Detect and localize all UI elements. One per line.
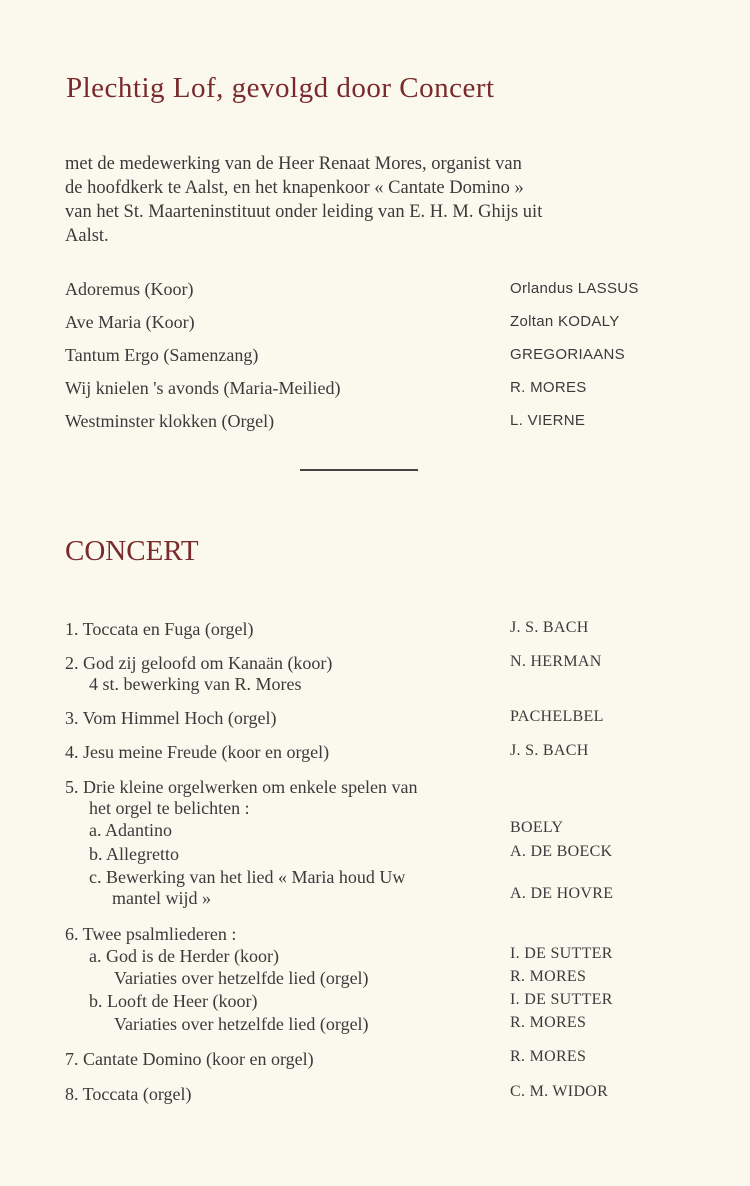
- concert-item-note: 4 st. bewerking van R. Mores: [89, 674, 302, 694]
- concert-subitem-variation: Variaties over hetzelfde lied (orgel): [114, 968, 369, 988]
- concert-item: 7. Cantate Domino (koor en orgel): [65, 1049, 314, 1069]
- concert-composer: BOELY: [510, 819, 564, 836]
- concert-composer: PACHELBEL: [510, 708, 604, 725]
- concert-composer: R. MORES: [510, 1048, 587, 1065]
- lof-composer: L. VIERNE: [510, 412, 586, 429]
- lof-piece: Adoremus (Koor): [65, 279, 194, 299]
- concert-composer: A. DE HOVRE: [510, 885, 614, 902]
- concert-item: 4. Jesu meine Freude (koor en orgel): [65, 742, 330, 762]
- concert-subitem: a. Adantino: [89, 820, 172, 840]
- concert-composer: I. DE SUTTER: [510, 945, 613, 962]
- concert-composer: R. MORES: [510, 968, 587, 985]
- concert-item: 5. Drie kleine orgelwerken om enkele spelen van: [65, 777, 418, 797]
- intro-line: Aalst.: [65, 226, 109, 246]
- concert-subitem: a. God is de Herder (koor): [89, 946, 279, 966]
- concert-item: 6. Twee psalmliederen :: [65, 924, 237, 944]
- section-divider: [300, 469, 418, 471]
- concert-subitem: b. Allegretto: [89, 844, 179, 864]
- concert-item: 1. Toccata en Fuga (orgel): [65, 619, 254, 639]
- lof-piece: Wij knielen 's avonds (Maria-Meilied): [65, 378, 341, 398]
- concert-composer: I. DE SUTTER: [510, 991, 613, 1008]
- concert-composer: J. S. BACH: [510, 619, 589, 636]
- lof-piece: Tantum Ergo (Samenzang): [65, 345, 259, 365]
- intro-line: met de medewerking van de Heer Renaat Mores, organist van: [65, 154, 522, 174]
- concert-item: 2. God zij geloofd om Kanaän (koor): [65, 653, 333, 673]
- concert-subitem: c. Bewerking van het lied « Maria houd Uw: [89, 867, 406, 887]
- intro-line: van het St. Maarteninstituut onder leiding van E. H. M. Ghijs uit: [65, 202, 543, 222]
- lof-composer: Zoltan KODALY: [510, 313, 620, 330]
- lof-composer: Orlandus LASSUS: [510, 280, 639, 297]
- concert-heading: CONCERT: [65, 535, 199, 567]
- concert-subitem: b. Looft de Heer (koor): [89, 991, 258, 1011]
- intro-paragraph: [65, 152, 665, 248]
- lof-composer: GREGORIAANS: [510, 346, 625, 363]
- concert-item: 3. Vom Himmel Hoch (orgel): [65, 708, 277, 728]
- concert-composer: C. M. WIDOR: [510, 1083, 609, 1100]
- page-title: Plechtig Lof, gevolgd door Concert: [66, 72, 495, 104]
- concert-composer: A. DE BOECK: [510, 843, 613, 860]
- concert-item-cont: het orgel te belichten :: [89, 798, 250, 818]
- lof-piece: Ave Maria (Koor): [65, 312, 195, 332]
- concert-composer: J. S. BACH: [510, 742, 589, 759]
- lof-piece: Westminster klokken (Orgel): [65, 411, 275, 431]
- concert-subitem-variation: Variaties over hetzelfde lied (orgel): [114, 1014, 369, 1034]
- concert-item: 8. Toccata (orgel): [65, 1084, 192, 1104]
- concert-composer: R. MORES: [510, 1014, 587, 1031]
- concert-composer: N. HERMAN: [510, 653, 602, 670]
- concert-subitem-cont: mantel wijd »: [112, 888, 211, 908]
- intro-line: de hoofdkerk te Aalst, en het knapenkoor « Cantate Domino »: [65, 178, 524, 198]
- lof-composer: R. MORES: [510, 379, 587, 396]
